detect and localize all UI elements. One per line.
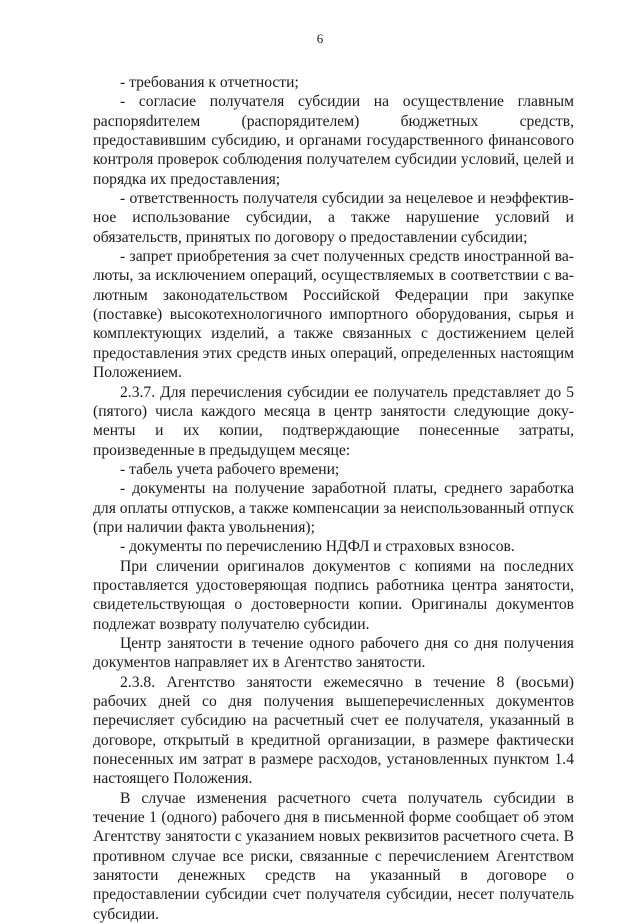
paragraph-account-change: В случае изменения расчетного счета получатель субсидии в течение 1 (одного) рабочего дня в письменной форме сообщает об этом Агентству занятости с указанием новых реквизитов расчетного счета. В противном случае все риски, связанные с перечислением Агентством занятости денежных средств на указанный в договоре о предоставлении субсидии счет получателя субсидии, несет получатель субсидии. <box>93 789 574 923</box>
paragraph-section-2-3-8: 2.3.8. Агентство занятости ежемесячно в течение 8 (восьми) рабочих дней со дня получения вышеперечисленных документов перечисляет субсидию на расчетный счет ее получателя, указанный в договоре, открытый в кредитной организации, в размере фактически понесенных им затрат в размере расходов, установленных пунктом 1.4 настоящего Положения. <box>93 673 574 788</box>
paragraph-responsibility: - ответственность получателя субсидии за нецелевое и неэффективное использование субсидии, а также нарушение условий и обязательств, принятых по договору о предоставлении субсидии; <box>93 190 574 246</box>
paragraph-payroll-documents: - документы на получение заработной платы, среднего заработка для оплаты отпусков, а также компенсации за неиспользованный отпуск (при наличии факта увольнения); <box>93 480 574 536</box>
paragraph-forwarding: Центр занятости в течение одного рабочего дня со дня получения документов направляет их в Агентство занятости. <box>93 634 574 672</box>
paragraph-reporting-requirements: - требования к отчетности; <box>120 74 299 91</box>
paragraph-tax-documents: - документы по перечислению НДФЛ и страховых взносов. <box>120 538 515 556</box>
paragraph-copy-verification: При сличении оригиналов документов с копиями на последних проставляется удостоверяющая подпись работника центра занятости, свидетельствующая о достоверности копии. Оригиналы документов подлежат возврату получателю субсидии. <box>93 557 574 633</box>
paragraph-timesheet: - табель учета рабочего времени; <box>120 460 340 478</box>
paragraph-consent-to-audit: - согласие получателя субсидии на осуществление главным распоряdителем (распорядителем) бюджетных средств, предоставившим субсидию, и органами государственного финансового контроля проверок соблюдения получателем субсидии условий, целей и порядка их предоставления; <box>93 93 574 188</box>
paragraph-currency-prohibition: - запрет приобретения за счет полученных средств иностранной валюты, за исключением операций, осуществляемых в соответствии с валютным законодательством Российской Федерации при закупке (поставке) высокотехнологичного импортного оборудования, сырья и комплектующих изделий, а также связанных с достижением целей предоставления этих средств иных операций, определенных настоящим Положением. <box>93 248 574 382</box>
document-body <box>93 73 574 924</box>
page-number: 6 <box>316 31 324 46</box>
paragraph-section-2-3-7: 2.3.7. Для перечисления субсидии ее получатель представляет до 5 (пятого) числа каждого месяца в центр занятости следующие документы и их копии, подтверждающие понесенные затраты, произведенные в предыдущем месяце: <box>93 383 574 459</box>
